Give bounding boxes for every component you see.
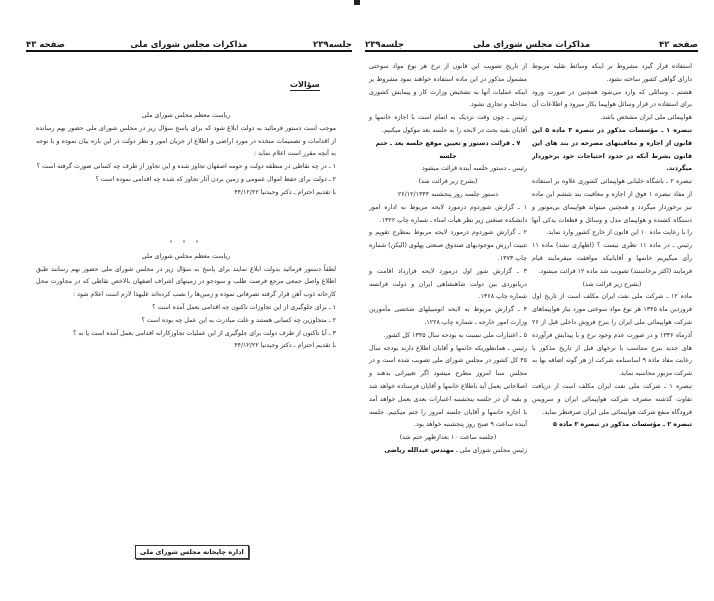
chair-signature: [369, 445, 527, 458]
closing-remarks: رئیس ـ همانطوریکه خانمها و آقایان اطلاع دارند بودجه سال ۴۵ کل کشور در مجلس شورای ملی تصویب شده است و در مجلس سنا امروز مطرح میشود اگر تغییراتی بدهند و اصلاحاتی بعمل آید باطلاع خانمها و آقایان فرستاده خواهد شد و بقیه آن در جلسه پنجشنبه اعتبارات بعدی بعمل خواهد آمد با اجازه خانمها و آقایان جلسه امروز را ختم میکنیم. جلسه آینده ساعت ۹ صبح روز پنجشنبه خواهد بود.: [369, 344, 527, 429]
agenda-item: ۴ ـ گزارش مربوط به لایحه اتومبیلهای شخصی مأمورین وزارت امور خارجه ـ شماره چاپ ۱۲۲۸.: [369, 306, 527, 326]
publication-title: مذاکرات مجلس شورای ملی: [472, 40, 591, 50]
paragraph: هشتم ـ وسائلی که وارد می‌شود همچنین در صورت ورود برای استفاده در قرار وسائل هواپیما بکار میرود و اطلاعات آن هواپیمائی ملی ایران مشخص باشد.: [532, 88, 692, 122]
question-body: لطفاً دستور فرمائید بدولت ابلاغ نمایند برای پاسخ به سؤال زیر در مجلس شورای ملی حضور بهم رسانند طبق اطلاع واصل جمعی مرجع فرصت طلب و سودجو در زمینهای اشراف اصفهان بالاخص نقاطی که در مجاورت محل کارخانه ذوب آهن قرار گرفته تصرفاتی نموده و زمین‌ها را نصب کرده‌اند علیهذا لازم است اعلام شود :: [36, 265, 336, 299]
question-signature: با تقدیم احترام ـ دکتر وحیدنیا ۴۴/۱۲/۲۲: [234, 342, 336, 350]
question-body: موجب است دستور فرمائید به دولت ابلاغ شود که برای پاسخ سؤال زیر در مجلس شورای ملی حضور بهم رسانده از اقدامات و تصمیمات متخذه در مورد اراضی و اطلاع از جریان امور و نظر دولت در این باره بیان نموده و با توجه به آنچه مقرر است اعلام نماید :: [36, 124, 336, 158]
question-item: ۱ ـ در چه نقاطی در منطقه دولت و حومه اصفهان تجاوز شده و این تجاوز از طرف چه کسانی صورت گرفته است ؟: [36, 163, 336, 171]
question-signature: با تقدیم احترام ـ دکتر وحیدنیا ۴۴/۱۲/۲۲: [234, 188, 336, 196]
question-2: [36, 238, 336, 353]
agenda-date: دستور جلسه روز پنجشنبه ۲۶/۱۲/۱۳۴۴: [397, 190, 499, 198]
paragraph: تبصره ۱ ـ شرکت ملی نفت ایران مکلف است از دریافت تفاوت گذشته مصرف شرکت هواپیمائی ایران و سرویس فرودگاه منفع شرکت هواپیمائی ملی ایران صرفنظر نماید.: [532, 382, 692, 416]
paragraph: تبصره ۲ ـ باشگاه خلبانی هواپیمائی کشوری علاوه بر استفاده از مفاد تبصره ۱ فوق از اجازه و معافیت بند ششم این ماده نیز برخوردار میگردد و همچنین میتواند هواپیمای بی‌موتور و دستگاه کشنده و هواپیمای مدل و وسائل و قطعات یدکی آنها را با رعایت ماده ۱۰ این قانون از خارج کشور وارد نماید.: [532, 178, 692, 237]
right-page-header: [365, 36, 698, 50]
right-column-a: [532, 61, 692, 432]
separator: ° ° °: [169, 240, 203, 247]
signature-name: مهندس عبدالله ریاضی: [384, 446, 454, 454]
question-item: ۲ ـ متجاوزین چه کسانی هستند و علت مبادرت به این عمل چه بوده است ؟: [141, 316, 336, 324]
paragraph: رئیس ـ چون وقت نزدیک به اتمام است با اجازه خانمها و آقایان بقیه بحث در لایحه را به جلسه بعد موکول میکنیم.: [369, 114, 527, 134]
question-item: ۱ ـ برای جلوگیری از این تجاوزات تاکنون چه اقدامی بعمل آمده است ؟: [152, 303, 336, 311]
session-number: جلسه۲۳۹: [313, 40, 352, 50]
question-item: ۲ ـ دولت برای حفظ اموال عمومی و زمین بردن آثار تجاوز که شده چه اقدامی نموده است ؟: [95, 175, 336, 183]
agenda-intro: رئیس ـ دستور جلسه آینده قرائت میشود: [422, 165, 527, 173]
question-addressee: ریاست معظم مجلس شورای ملی: [141, 112, 231, 119]
publication-title: مذاکرات مجلس شورای ملی: [130, 40, 248, 50]
printing-office-stamp: اداره چاپخانه مجلس شورای ملی: [135, 545, 249, 559]
question-item: ۳ ـ آیا تاکنون از طرف دولت برای جلوگیری از این عملیات تجاوزکارانه اقدامی بعمل آمده است یا نه ؟: [73, 329, 336, 337]
paragraph: تبصره ۱ ـ مؤسسات مذکور در تبصره ۳ ماده ۵ این قانون از اجازه و معافیتهای مصرحه در بند های این قانون بشرط آنکه در حدود احتیاجات خود برخوردار میگردند.: [532, 126, 692, 173]
header-rule: [26, 50, 352, 52]
section-title: سؤالات: [290, 80, 320, 89]
question-1: [36, 110, 336, 200]
page-number: صفحه ۴۲: [659, 40, 698, 50]
paragraph: ماده ۱۲ ـ شرکت ملی نفت ایران مکلف است از تاریخ اول فروردین ماه ۱۳۴۵ هر نوع مواد سوختی مورد نیاز هواپیماهای شرکت هواپیمائی ملی ایران را بنرخ فروش داخلی قبل از ۲۶ آذرماه ۱۳۳۶ و در صورت عدم وجود نرخ و یا پیدایش فرآورده های جدید بنرخ متناسب با نرخهای قبل از تاریخ مذکور با رعایت مفاد ماده ۹ اساسنامه شرکت از هر گونه اضافه بها به شرکت مزبور محاسبه نماید.: [532, 293, 693, 378]
paragraph: از تاریخ تصویب این قانون از نرخ هر نوع مواد سوختی مشمول مذکور در این ماده استفاده خواهند نمود مشروط بر اینکه عملیات آنها به تشخیص وزارت کار و پیمایش کشوری مداخله و تجاری نشود.: [369, 63, 527, 109]
paragraph: استفاده قرار گیرد مشروط بر اینکه وسائط نقلیه مربوط دارای گواهی کشور ساخته نشود.: [532, 63, 692, 83]
right-column-b: [369, 61, 527, 458]
session-number: جلسه۲۳۹: [365, 40, 404, 50]
agenda-item: ۳ ـ گزارش شور اول درمورد لایحه قرارداد اقامت و دریانوردی بین دولت شاهنشاهی ایران و دولت فرانسه شماره چاپ ۱۳۶۸.: [369, 267, 527, 301]
agenda-heading: ۷ ـ قرائت دستور و تعیین موقع جلسه بعد ـ ختم جلسه: [375, 139, 521, 160]
agenda-item: ۲ ـ گزارش شوردوم درمورد لایحه مربوط بمطرح تقویم و تثبیت ارزش موجودیهای صندوق صنعتی پهلوی (الیکن) شماره چاپ ۱۳۷۳.: [368, 229, 527, 262]
page-number: صفحه ۴۳: [26, 40, 65, 50]
paragraph: (بشرح زیر قرائت شد): [582, 280, 642, 288]
signature-label: رئیس مجلس شورای ملی ـ: [455, 446, 527, 454]
agenda-item: ۱ ـ گزارش شوردوم درمورد لایحه مربوط به اداره امور دانشکده صنعتی زیر نظر هیأت امناء ـ شماره چاپ ۱۳۲۲.: [369, 203, 527, 224]
header-rule: [365, 50, 698, 52]
question-addressee: ریاست معظم مجلس شورای ملی: [141, 252, 231, 260]
right-page: [357, 0, 714, 601]
left-page-header: [26, 36, 352, 50]
agenda-note: (بشرح زیر قرائت شد): [418, 178, 478, 186]
end-note: (جلسه ساعت ۱۰ بعدازظهر ختم شد): [399, 434, 497, 442]
paragraph: تبصره ۲ ـ مؤسسات مذکور در تبصره ۲ ماده ۵: [553, 421, 692, 429]
paragraph: رئیس ـ در ماده ۱۱ نظری نیست ؟ (اظهاری نشد) ماده ۱۱ رأی میگیریم خانمها و آقایانیکه موافقت میفرمایند قیام فرمایند (اکثر برخاستند) تصویب شد ماده ۱۲ قرائت میشود.: [532, 242, 693, 275]
agenda-item: ۵ ـ اعتبارات ملی نسبت به بودجه سال ۱۳۴۵ کل کشور.: [383, 331, 527, 339]
